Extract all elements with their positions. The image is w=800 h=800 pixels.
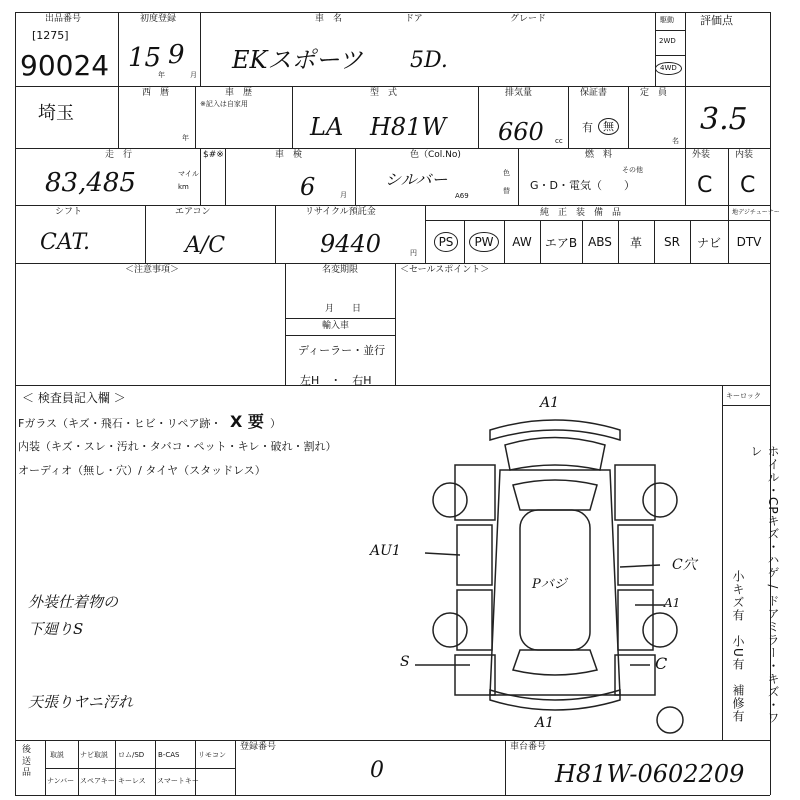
- handwritten-1: 外装仕着物の: [28, 593, 119, 611]
- dtv-label: 地デジチューナー: [732, 209, 780, 216]
- row2-div2: [195, 86, 196, 148]
- fuel-other: その他: [622, 166, 643, 174]
- lot-number: 90024: [20, 49, 110, 82]
- foot-div3: [155, 740, 156, 795]
- row3-div4: [518, 148, 519, 205]
- row3-div1: [200, 148, 201, 205]
- car-name-label: 車 名: [315, 14, 343, 24]
- eq-div2: [504, 220, 505, 263]
- drive-4wd: 4WD: [655, 62, 682, 75]
- side-note: ホイル・CPキズ・ハゲ / ドアミラー・キズ・ワレ: [749, 445, 780, 725]
- lot-sub: [1275]: [32, 29, 69, 42]
- foot-item-remote: リモコン: [198, 751, 226, 759]
- car-diagram: [395, 395, 715, 735]
- foot-item-bcas: B-CAS: [158, 751, 180, 759]
- spare-wheel: [657, 707, 683, 733]
- fender-right-rear: [615, 655, 655, 695]
- foot-item-rom: ロム/SD: [118, 751, 145, 759]
- import-dealer: ディーラー・並行: [298, 344, 386, 357]
- warranty-label: 保証書: [580, 88, 608, 98]
- fender-left-front: [455, 465, 495, 520]
- fuel-options: G・D・電気（ ）: [530, 179, 635, 192]
- first-reg-month: 9: [168, 40, 185, 70]
- equipment-label: 純 正 装 備 品: [540, 208, 622, 218]
- foot-div4: [195, 740, 196, 795]
- fuel-label: 燃 料: [585, 150, 613, 160]
- eq-div1: [464, 220, 465, 263]
- capacity-label: 定 員: [640, 88, 668, 98]
- row1-div4: [685, 12, 686, 148]
- eq-div8: [728, 205, 729, 263]
- first-reg-year: 15: [128, 43, 162, 73]
- row3-bottom: [15, 205, 770, 206]
- row2-div3: [292, 86, 293, 148]
- door-label: ドア: [405, 14, 423, 24]
- reg-label: 登録番号: [240, 742, 277, 752]
- name-change-label: 名変期限: [322, 265, 359, 275]
- era-label: 西 暦: [142, 88, 170, 98]
- diag-front: A1: [540, 395, 560, 411]
- foot-item-navi-manual: ナビ取説: [80, 751, 108, 759]
- import-label: 輸入車: [322, 321, 350, 331]
- equip-airbag: エアB: [544, 235, 578, 250]
- handwritten-3: 天張りヤニ汚れ: [28, 693, 134, 711]
- color-label: 色（Col.No): [410, 150, 461, 160]
- ac: A/C: [185, 233, 226, 258]
- diag-left: AU1: [370, 543, 401, 559]
- frame-left: [15, 12, 16, 795]
- year-unit: 年: [158, 71, 165, 79]
- eq-div6: [654, 220, 655, 263]
- row5-line2: [285, 335, 395, 336]
- row4-div2: [275, 205, 276, 263]
- lot-label: 出品番号: [45, 14, 82, 24]
- handwritten-2: 下廻りS: [28, 620, 84, 638]
- key-line: [722, 405, 770, 406]
- first-reg-label: 初度登録: [140, 14, 177, 24]
- row4-bottom: [15, 263, 770, 264]
- row2-div6: [628, 86, 629, 148]
- color-change: 替: [503, 187, 510, 195]
- side-note-2: 小キズ有 小U有 補修有: [731, 570, 745, 723]
- recycle-label: リサイクル預託金: [305, 207, 376, 217]
- interior: C: [740, 173, 756, 198]
- foot-div2: [115, 740, 116, 795]
- audio-line: オーディオ（無し・穴）/ タイヤ（スタッドレス）: [18, 464, 266, 477]
- windshield: [513, 480, 597, 510]
- inspection-label: 車 検: [275, 150, 303, 160]
- displacement-label: 排気量: [505, 88, 533, 98]
- fender-left-rear: [455, 655, 495, 695]
- eq-div7: [690, 220, 691, 263]
- diag-rear: A1: [535, 715, 555, 731]
- inspection-unit: 月: [340, 191, 347, 199]
- inspector-title: ＜ 検査員記入欄 ＞: [22, 391, 126, 405]
- diag-left-bottom: S: [400, 654, 410, 670]
- interior-line: 内装（キズ・スレ・汚れ・タバコ・ペット・キレ・破れ・割れ）: [18, 440, 337, 453]
- diag-right-top: C穴: [672, 557, 697, 573]
- inspection-month: 6: [300, 173, 316, 201]
- foot-div5: [235, 740, 236, 795]
- color: シルバー: [385, 170, 448, 189]
- equip-line: [425, 220, 770, 221]
- rear-label: 後 送 品: [22, 745, 32, 779]
- row3-div2: [225, 148, 226, 205]
- model-label: 型 式: [370, 88, 398, 98]
- drive-2wd: 2WD: [659, 37, 676, 45]
- chassis-label: 車台番号: [510, 742, 547, 752]
- eq-div5: [618, 220, 619, 263]
- history-note: ※記入は自家用: [200, 100, 248, 108]
- row1-div1: [118, 12, 119, 86]
- glass-mark: X 要: [230, 412, 264, 431]
- year-mark: 年: [182, 134, 189, 142]
- equip-leather: 革: [629, 235, 642, 250]
- color-no: A69: [455, 192, 469, 200]
- rear-window: [513, 650, 597, 675]
- equip-dtv: DTV: [736, 235, 762, 249]
- row2-div1: [118, 86, 119, 148]
- equip-navi: ナビ: [696, 235, 721, 250]
- exterior: C: [697, 173, 713, 198]
- diag-right-mid: A1: [664, 596, 681, 610]
- wheel-right-front: [643, 483, 677, 517]
- import-hand: 左H ・ 右H: [300, 374, 372, 387]
- side-col: [722, 385, 723, 740]
- rear-bumper: [490, 690, 620, 710]
- row5-line1: [285, 318, 395, 319]
- recycle-unit: 円: [410, 249, 417, 257]
- hood: [505, 438, 605, 471]
- km-unit: km: [178, 183, 189, 191]
- month-unit: 月: [190, 71, 197, 79]
- drive-line2: [655, 55, 685, 56]
- foot-mid: [45, 768, 235, 769]
- mile-unit: マイル: [178, 170, 199, 178]
- displacement: 660: [498, 118, 544, 146]
- chassis: H81W-0602209: [555, 760, 745, 788]
- model-prefix: LA: [310, 113, 344, 141]
- foot-div1: [78, 740, 79, 795]
- notes-label: ＜注意事項＞: [125, 265, 180, 275]
- region: 埼玉: [38, 103, 74, 124]
- frame-bottom: [15, 795, 770, 796]
- car-name: EKスポーツ: [232, 46, 363, 74]
- key-label: キーロック: [726, 392, 761, 400]
- wheel-right-rear: [643, 613, 677, 647]
- equip-aw: AW: [512, 235, 532, 249]
- equip-sr: SR: [664, 235, 680, 249]
- meter-label: $#※: [203, 150, 224, 160]
- row2-div4: [478, 86, 479, 148]
- drive-label: 駆動: [660, 16, 674, 24]
- warranty-yes: 有: [582, 121, 593, 134]
- foot-item-number: ナンバー: [47, 777, 75, 785]
- row1-div3: [655, 12, 656, 86]
- glass-line: Fガラス（キズ・飛石・ヒビ・リペア跡・: [18, 417, 222, 430]
- door-left-front: [457, 525, 492, 585]
- score-label: 評価点: [700, 14, 733, 27]
- mileage-label: 走 行: [105, 150, 133, 160]
- diag-center: Pバジ: [532, 577, 567, 592]
- score: 3.5: [700, 102, 748, 137]
- interior-label: 内装: [735, 150, 754, 160]
- foot-item-smart-key: スマートキー: [157, 777, 199, 785]
- glass-close: ）: [270, 417, 281, 430]
- name-change-date: 月 日: [325, 304, 362, 314]
- model-code: H81W: [370, 113, 447, 141]
- foot-item-spare-key: スペアキー: [80, 777, 115, 785]
- row3-div6: [728, 148, 729, 205]
- drive-line1: [655, 30, 685, 31]
- foot-item-keyless: キーレス: [118, 777, 146, 785]
- shift-label: シフト: [55, 207, 83, 217]
- row5-bottom: [15, 385, 770, 386]
- row4-div1: [145, 205, 146, 263]
- eq-div3: [540, 220, 541, 263]
- row2-div5: [568, 86, 569, 148]
- history-label: 車 歴: [225, 88, 253, 98]
- capacity-unit: 名: [672, 137, 679, 145]
- wheel-left-front: [433, 483, 467, 517]
- row3-div3: [355, 148, 356, 205]
- diag-right-bottom: C: [655, 654, 668, 673]
- mileage: 83,485: [45, 168, 136, 198]
- row5-div1: [285, 263, 286, 385]
- eq-div4: [582, 220, 583, 263]
- recycle: 9440: [320, 230, 382, 258]
- cc-unit: cc: [555, 137, 563, 145]
- reg-value: 0: [370, 758, 384, 783]
- fender-right-front: [615, 465, 655, 520]
- equip-ps: PS: [428, 222, 464, 262]
- row2-bottom: [15, 148, 770, 149]
- row5-div2: [395, 263, 396, 385]
- exterior-label: 外装: [692, 150, 711, 160]
- row1-div2: [200, 12, 201, 86]
- row3-div5: [685, 148, 686, 205]
- footer-top: [15, 740, 770, 741]
- shift: CAT.: [40, 230, 90, 255]
- foot-div6: [505, 740, 506, 795]
- doors: 5D.: [410, 48, 448, 73]
- ac-label: エアコン: [175, 207, 211, 217]
- sales-point-label: ＜セールスポイント＞: [400, 265, 490, 275]
- color-mark: 色: [503, 169, 510, 177]
- grade-label: グレード: [510, 14, 547, 24]
- foot-item-manual: 取説: [50, 751, 64, 759]
- row4-div3: [425, 205, 426, 263]
- warranty-no: 無: [598, 118, 619, 135]
- wheel-left-rear: [433, 613, 467, 647]
- frame-top: [15, 12, 770, 13]
- equip-abs: ABS: [588, 235, 612, 249]
- equip-pw: PW: [464, 222, 504, 262]
- row1-bottom: [15, 86, 770, 87]
- door-right-front: [618, 525, 653, 585]
